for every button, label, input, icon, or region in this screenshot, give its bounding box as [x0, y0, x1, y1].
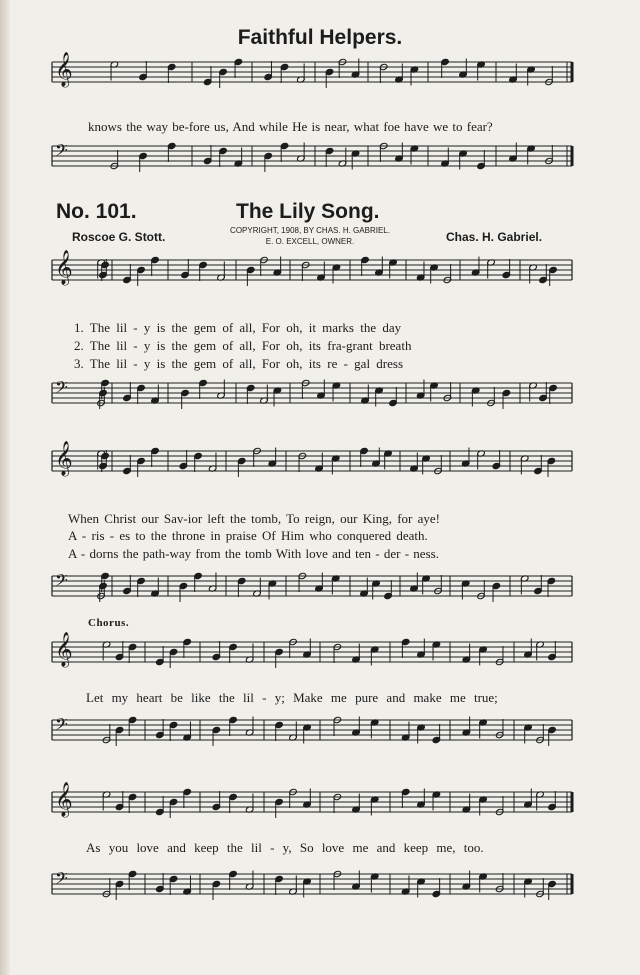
top-hymn-title: Faithful Helpers. [237, 26, 403, 49]
verse-2-line-1: 2. The lil - y is the gem of all, For oh, its fra-grant breath [74, 338, 412, 353]
hymn-composer: Chas. H. Gabriel. [446, 230, 543, 244]
hymn-title: The Lily Song. [236, 200, 380, 223]
chorus-line-2: As you love and keep the lil - y, So love me and keep me, too. [86, 840, 484, 855]
bass-clef: 𝄢 [55, 570, 68, 594]
bass-clef: 𝄢 [55, 868, 68, 892]
treble-clef: 𝄞 [55, 632, 73, 667]
bass-clef: 𝄢 [55, 140, 68, 164]
treble-clef: 𝄞 [55, 52, 73, 87]
verse-3-line-1: 3. The lil - y is the gem of all, For oh, its re - gal dress [74, 356, 404, 371]
verse-1-line-1: 1. The lil - y is the gem of all, For oh, it marks the day [74, 320, 402, 335]
copyright-line-2: E. O. EXCELL, OWNER. [265, 237, 355, 246]
bass-clef: 𝄢 [55, 714, 68, 738]
copyright-line-1: COPYRIGHT, 1908, BY CHAS. H. GABRIEL. [230, 226, 390, 235]
chorus-line-1: Let my heart be like the lil - y; Make me pure and make me true; [86, 690, 498, 705]
treble-clef: 𝄞 [55, 782, 73, 817]
top-hymn-lyric: knows the way be-fore us, And while He is near, what foe have we to fear? [88, 119, 493, 134]
verse-2-line-2: A - ris - es to the throne in praise Of Him who conquered death. [68, 528, 428, 543]
treble-clef: 𝄞 [55, 250, 73, 285]
treble-clef: 𝄞 [55, 441, 73, 476]
hymn-author: Roscoe G. Stott. [72, 230, 166, 244]
hymn-number: No. 101. [56, 200, 137, 223]
verse-3-line-2: A - dorns the path-way from the tomb With love and ten - der - ness. [68, 546, 439, 561]
verse-1-line-2: When Christ our Sav-ior left the tomb, To reign, our King, for aye! [68, 511, 440, 526]
chorus-label: Chorus. [88, 617, 130, 629]
bass-clef: 𝄢 [55, 377, 68, 401]
